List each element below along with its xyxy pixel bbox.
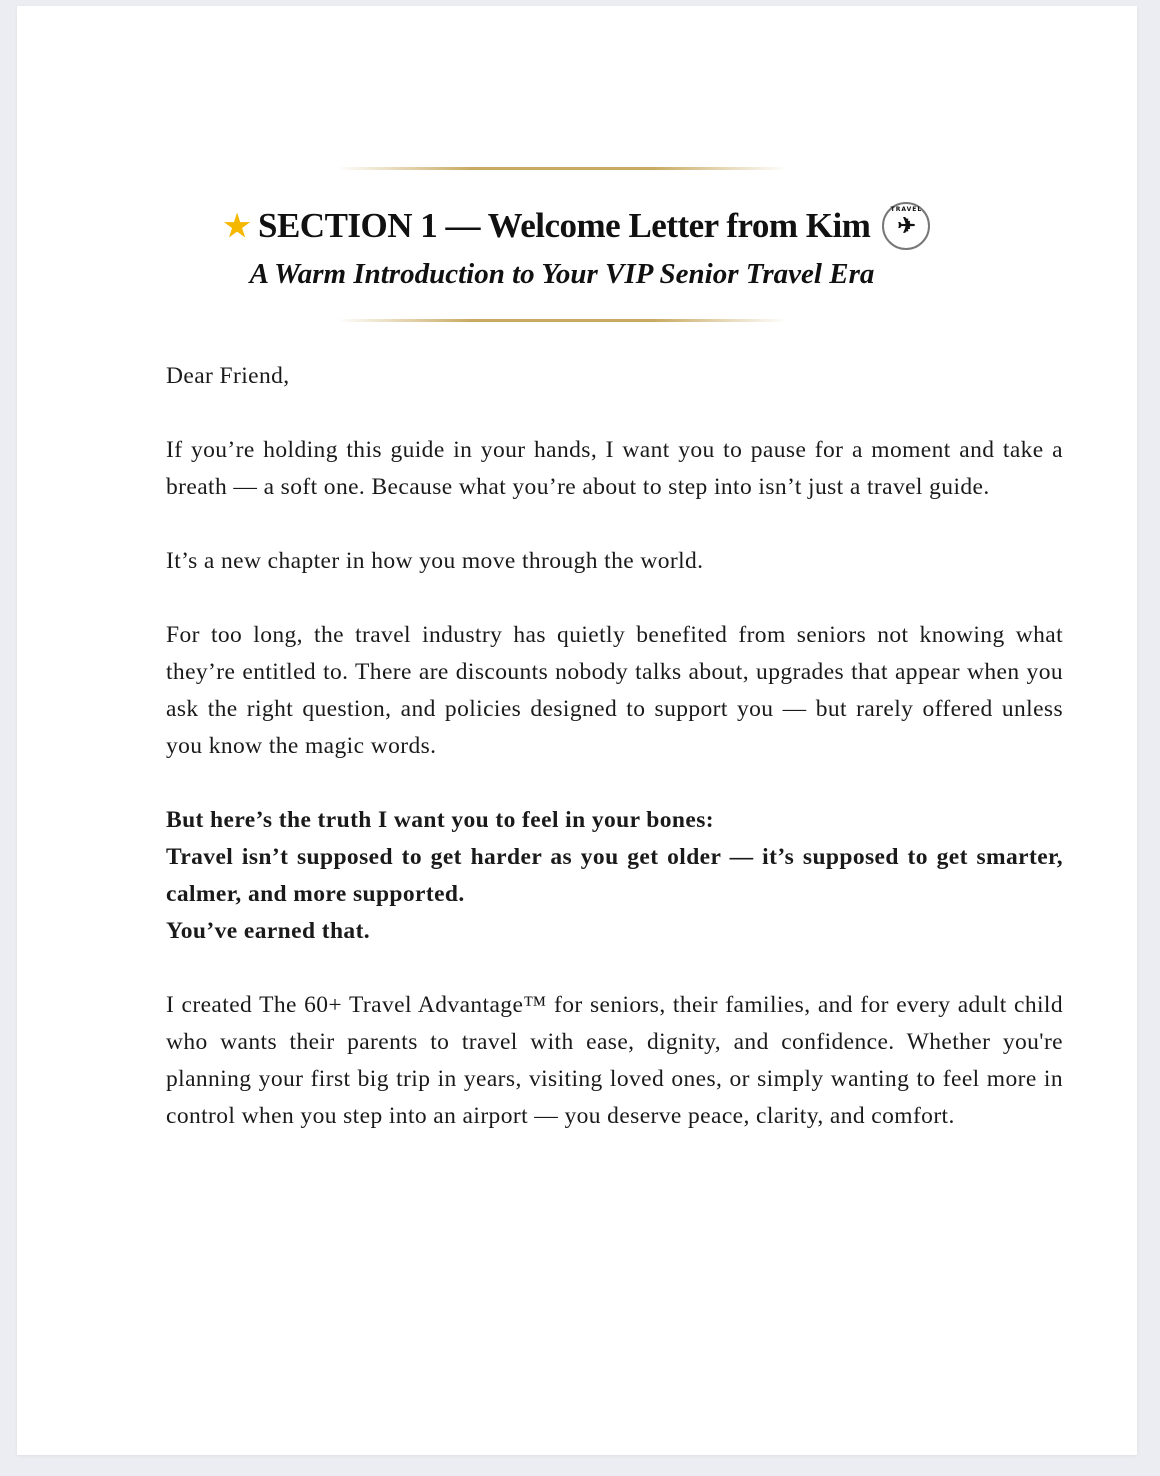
bold-line: But here’s the truth I want you to feel in your bones: <box>166 807 714 833</box>
section-title <box>167 202 987 250</box>
letter-body <box>166 358 1063 1172</box>
paragraph: I created The 60+ Travel Advantage™ for seniors, their families, and for every adult child who wants their parents to travel with ease, dignity, and confidence. Whether you're planning your first big trip in years, visiting loved ones, or simply wanting to feel more in control when you step into an airport — you deserve peace, clarity, and comfort. <box>166 992 1063 1129</box>
gold-divider-top <box>337 167 787 170</box>
section-subtitle: A Warm Introduction to Your VIP Senior Travel Era <box>249 258 875 290</box>
bold-line: You’ve earned that. <box>166 918 371 944</box>
travel-badge-icon: TRAVEL ✈ <box>882 202 930 250</box>
bold-line: Travel isn’t supposed to get harder as you get older — it’s supposed to get smarter, calmer, and more supported. <box>166 844 1063 907</box>
section-title-text: SECTION 1 — Welcome Letter from Kim <box>257 206 871 245</box>
greeting: Dear Friend, <box>166 363 290 389</box>
paragraph: If you’re holding this guide in your hands, I want you to pause for a moment and take a breath — a soft one. Because what you’re about to step into isn’t just a travel guide. <box>166 437 1063 500</box>
paragraph: For too long, the travel industry has quietly benefited from seniors not knowing what they’re entitled to. There are discounts nobody talks about, upgrades that appear when you ask the right question, and policies designed to support you — but rarely offered unless you know the magic words. <box>166 622 1063 759</box>
gold-divider-bottom <box>337 319 787 322</box>
star-icon: ★ <box>223 209 250 243</box>
bold-statement <box>166 802 1063 950</box>
paragraph: It’s a new chapter in how you move through the world. <box>166 548 704 574</box>
